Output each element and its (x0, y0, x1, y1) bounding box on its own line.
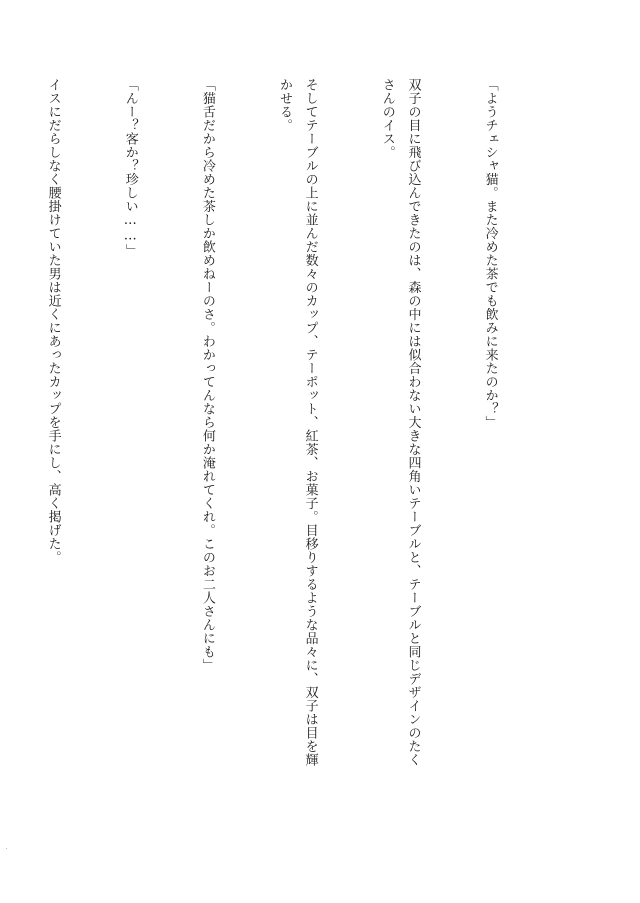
dialogue-line: 「猫舌だから冷めた茶しか飲めねーのさ。わかってんなら何か淹れてくれ。このお二人さんにも」 (199, 78, 215, 672)
manuscript-text (0, 78, 554, 778)
scan-speck (6, 848, 7, 849)
dialogue-line: 「んー？客か？珍しい……」 (122, 78, 138, 258)
dialogue-line: 「ようチェシャ猫。また冷めた茶でも飲みに来たのか？」 (482, 78, 498, 429)
narration-line: そしてテーブルの上に並んだ数々のカップ、テーポット、紅茶、お菓子。目移りするような品々に、双子は目を輝かせる。 (276, 78, 318, 767)
narration-line: 双子の目に飛び込んできたのは、森の中には似合わない大きな四角いテーブルと、テーブルと同じデザインのたくさんのイス。 (379, 78, 421, 767)
narration-line: イスにだらしなく腰掛けていた男は近くにあったカップを手にし、高く掲げた。 (45, 78, 61, 564)
